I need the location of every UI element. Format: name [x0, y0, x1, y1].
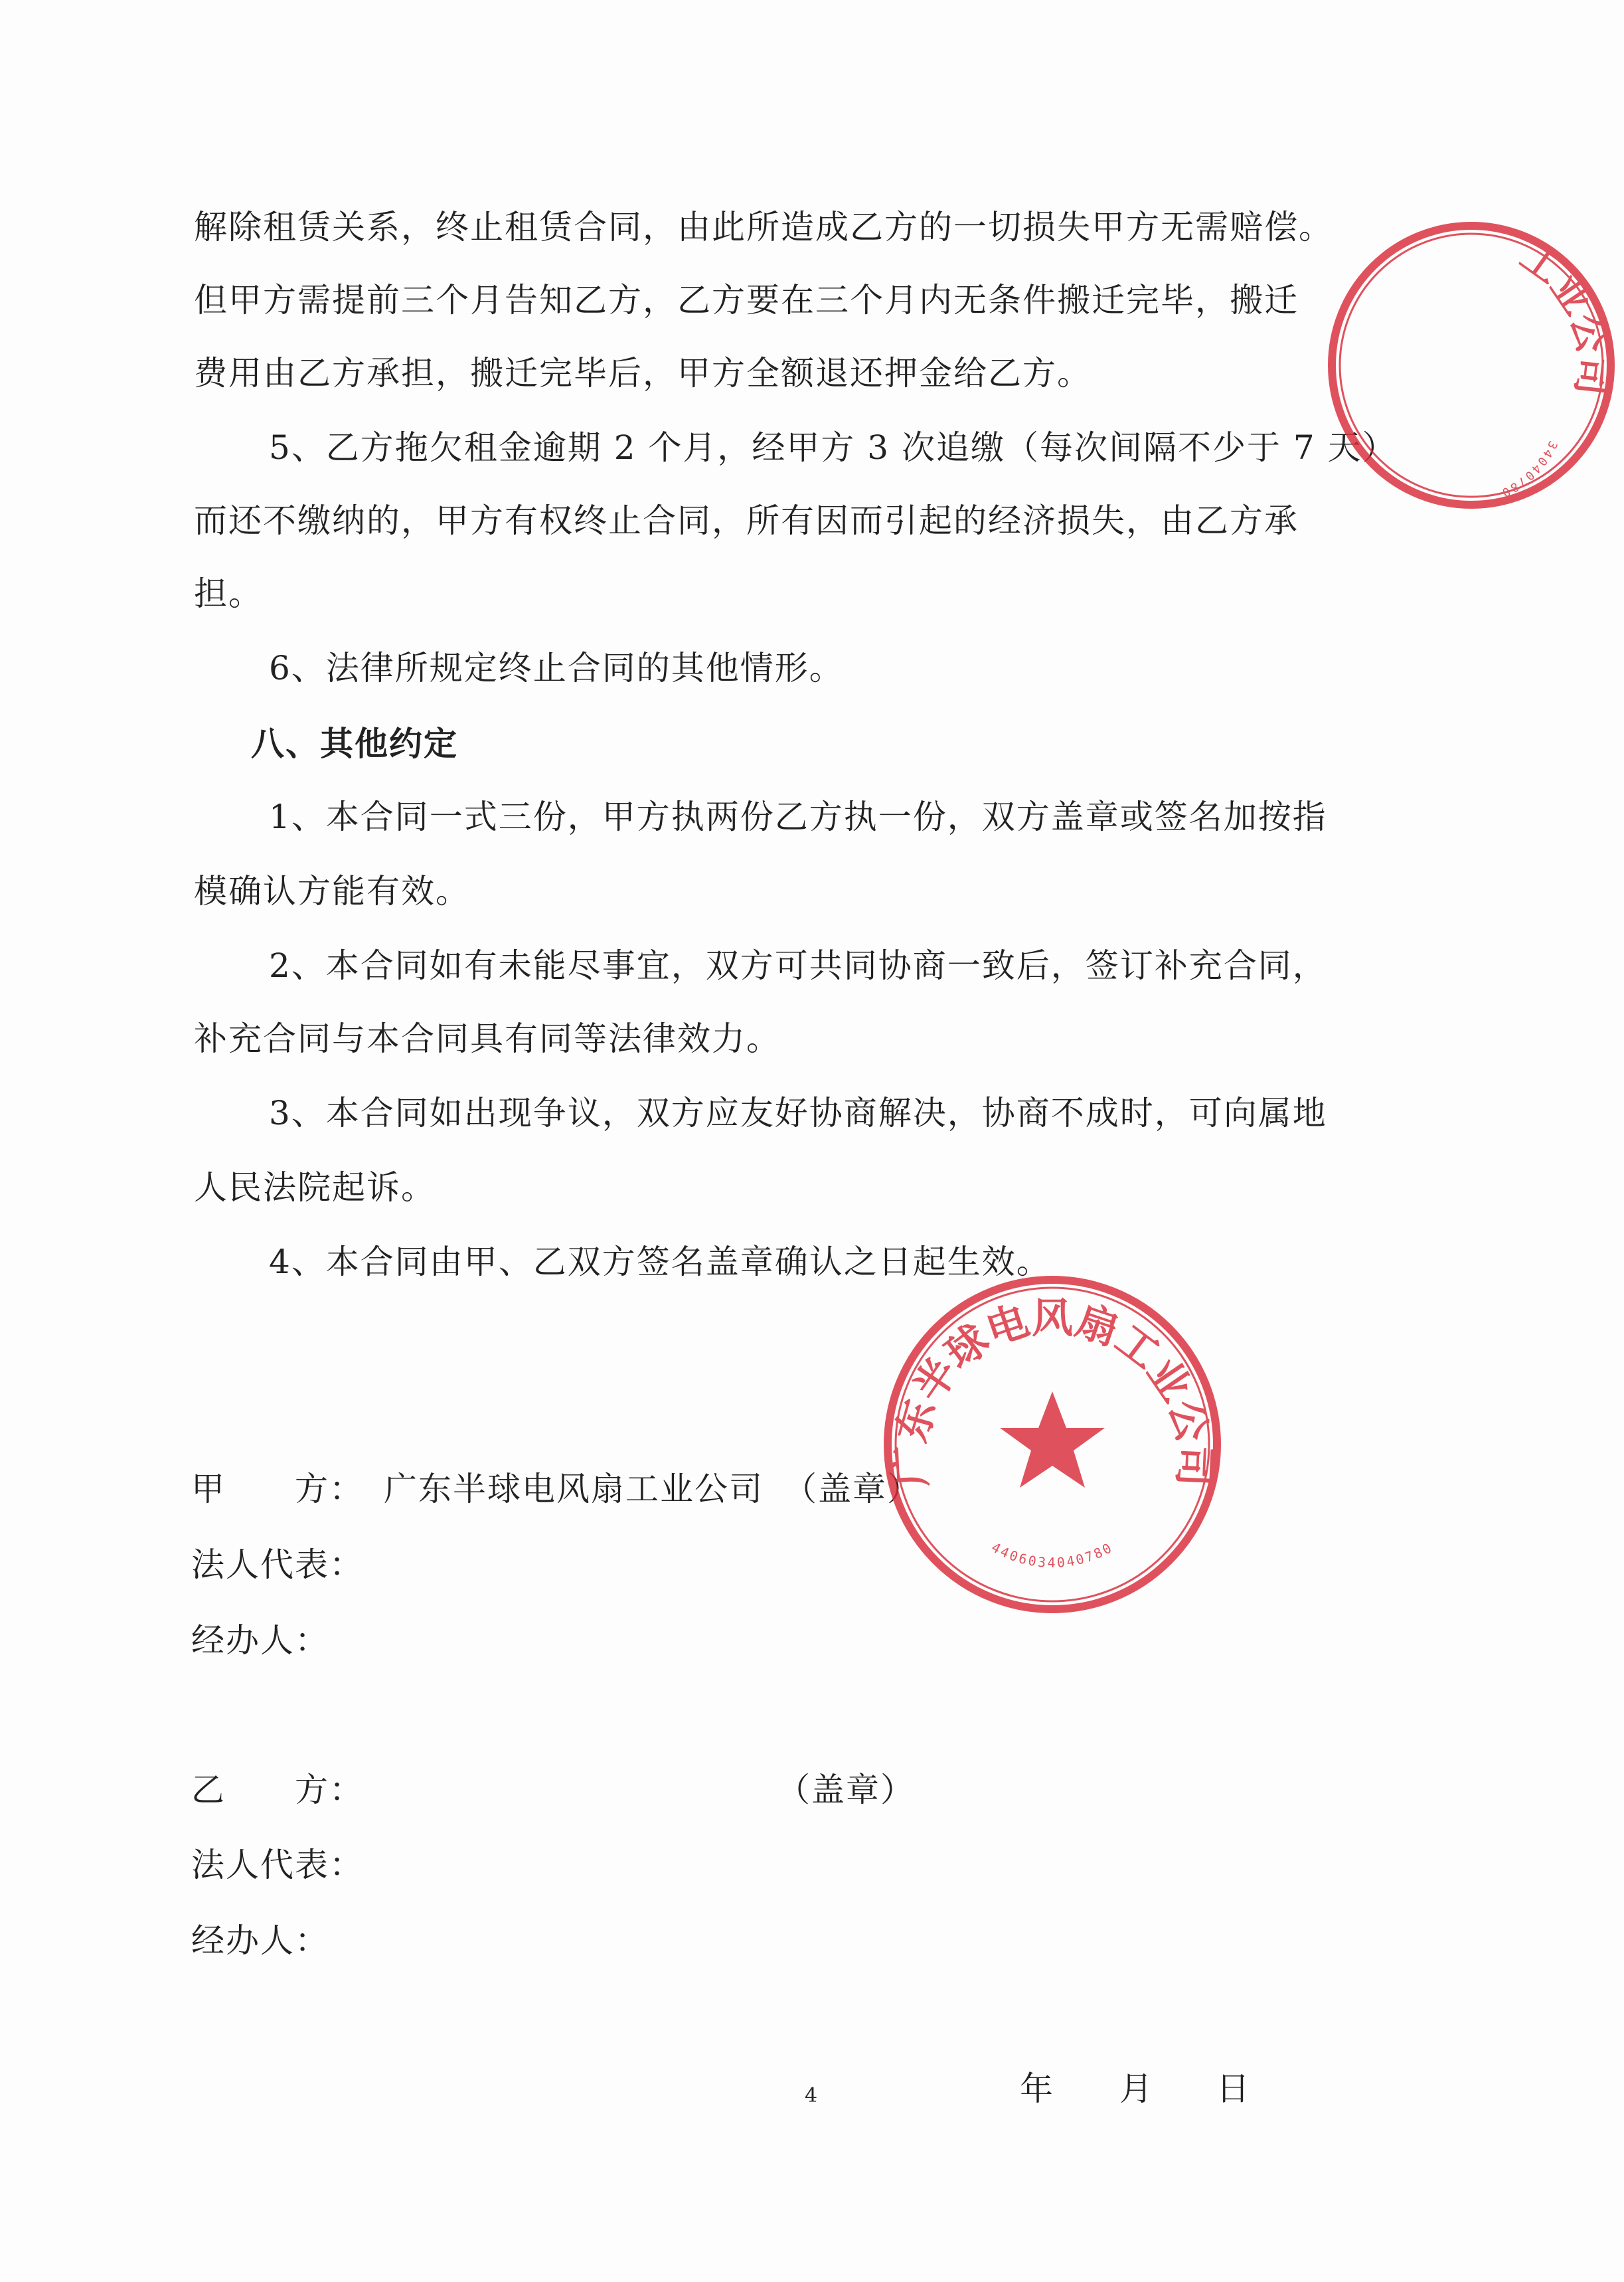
page-number: 4 — [805, 2084, 819, 2107]
section-heading: 八、其他约定 — [251, 724, 458, 763]
body-line: 费用由乙方承担，搬迁完毕后，甲方全额退还押金给乙方。 — [194, 354, 1092, 393]
party-a-agent: 经办人： — [191, 1621, 329, 1660]
edge-seal-text: 工业公司 — [1512, 233, 1617, 398]
body-line: 补充合同与本合同具有同等法律效力。 — [194, 1019, 781, 1058]
seal-code: 4406034040780 — [989, 1539, 1116, 1571]
star-icon — [1000, 1391, 1105, 1488]
svg-text:工业公司 — [1512, 234, 1617, 398]
edge-seal — [1471, 199, 1624, 531]
seal-company-name: 广东半球电风扇工业公司 — [885, 1293, 1220, 1488]
body-line: 担。 — [194, 574, 263, 613]
date-month: 月 — [1119, 2069, 1154, 2108]
body-line: 但甲方需提前三个月告知乙方，乙方要在三个月内无条件搬迁完毕，搬迁 — [194, 281, 1299, 319]
edge-seal-code: 34040780 — [1498, 438, 1560, 501]
party-a-rep: 法人代表： — [191, 1545, 364, 1584]
clause-3: 3、本合同如出现争议，双方应友好协商解决，协商不成时，可向属地 — [269, 1094, 1327, 1132]
party-b-agent: 经办人： — [191, 1921, 329, 1960]
date-year: 年 — [1020, 2069, 1054, 2108]
clause-2: 2、本合同如有未能尽事宜，双方可共同协商一致后，签订补充合同， — [269, 946, 1327, 985]
clause-1: 1、本合同一式三份，甲方执两份乙方执一份，双方盖章或签名加按指 — [269, 798, 1327, 836]
clause-6: 6、法律所规定终止合同的其他情形。 — [269, 649, 844, 687]
party-b-seal-note: （盖章） — [777, 1771, 915, 1809]
body-line: 而还不缴纳的，甲方有权终止合同，所有因而引起的经济损失，由乙方承 — [194, 501, 1299, 540]
party-b-label: 乙 方： — [191, 1771, 364, 1809]
party-b-rep: 法人代表： — [191, 1846, 364, 1884]
party-a-label: 甲 方： — [191, 1470, 364, 1508]
company-seal — [880, 1272, 1225, 1617]
clause-5: 5、乙方拖欠租金逾期 2 个月，经甲方 3 次追缴（每次间隔不少于 7 天） — [269, 428, 1397, 467]
svg-text:4406034040780 — [989, 1539, 1115, 1571]
party-a-name: 广东半球电风扇工业公司 — [384, 1470, 764, 1508]
clause-4: 4、本合同由甲、乙双方签名盖章确认之日起生效。 — [269, 1243, 1051, 1281]
body-line: 解除租赁关系，终止租赁合同，由此所造成乙方的一切损失甲方无需赔偿。 — [194, 208, 1333, 246]
party-a-seal-note: （盖章） — [783, 1470, 922, 1508]
date-day: 日 — [1216, 2069, 1251, 2108]
body-line: 人民法院起诉。 — [194, 1168, 436, 1207]
body-line: 模确认方能有效。 — [194, 872, 470, 911]
